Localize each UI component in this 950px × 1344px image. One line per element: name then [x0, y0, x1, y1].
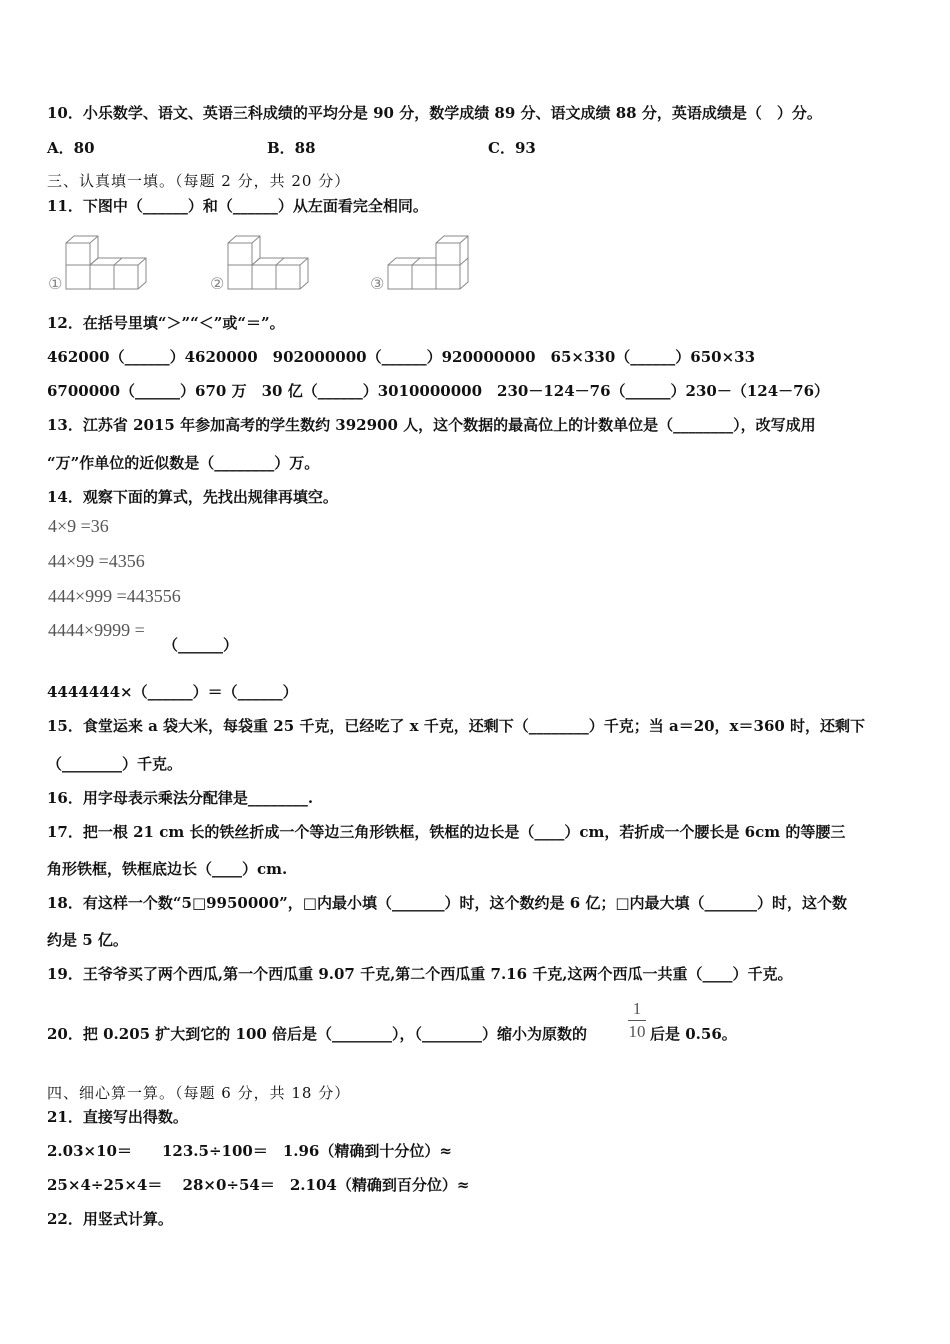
q15-line1: 15．食堂运来 a 袋大米，每袋重 25 千克，已经吃了 x 千克，还剩下（________）千克；当 a＝20，x＝360 时，还剩下	[47, 717, 866, 735]
figure-1-label: ①	[48, 274, 63, 293]
q20-fraction	[626, 998, 648, 1043]
q13-line2: “万”作单位的近似数是（________）万。	[47, 454, 320, 472]
q19-text: 19．王爷爷买了两个西瓜,第一个西瓜重 9.07 千克,第二个西瓜重 7.16 千克,这两个西瓜一共重（____）千克。	[47, 965, 793, 983]
q12-row2: 6700000（______）670 万 30 亿（______）3010000000 230－124－76（______）230－（124－76）	[47, 382, 830, 400]
fraction-numerator: 1	[632, 999, 642, 1018]
q17-line2: 角形铁框，铁框底边长（____）cm.	[47, 860, 288, 878]
fraction-denominator: 10	[628, 1022, 646, 1041]
q14-eq2: 44×99 =4356	[48, 551, 145, 571]
q14-eq1: 4×9 =36	[48, 516, 109, 536]
q18-line2: 约是 5 亿。	[47, 931, 128, 949]
q14-answer-blank: （______）	[163, 636, 239, 654]
q14-eq3: 444×999 =443556	[48, 586, 181, 606]
q10-option-b: B．88	[267, 139, 316, 157]
figure-3-label: ③	[370, 274, 385, 293]
q22-title: 22．用竖式计算。	[47, 1210, 173, 1228]
q20-after: 后是 0.56。	[650, 1025, 737, 1043]
q21-row2: 25×4÷25×4＝ 28×0÷54＝ 2.104（精确到百分位）≈	[47, 1176, 470, 1194]
q10-option-c: C．93	[488, 139, 536, 157]
q10-option-a: A．80	[47, 139, 95, 157]
q14-last: 4444444×（______）＝（______）	[47, 683, 298, 701]
q13-line1: 13．江苏省 2015 年参加高考的学生数约 392900 人，这个数据的最高位上的计数单位是（________），改写成用	[47, 416, 816, 434]
q10-text: 10．小乐数学、语文、英语三科成绩的平均分是 90 分，数学成绩 89 分、语文成绩 88 分，英语成绩是（ ）分。	[47, 104, 822, 122]
q17-line1: 17．把一根 21 cm 长的铁丝折成一个等边三角形铁框，铁框的边长是（____）cm，若折成一个腰长是 6cm 的等腰三	[47, 823, 846, 841]
q14-eq4: 4444×9999 =	[48, 620, 145, 640]
q21-title: 21．直接写出得数。	[47, 1108, 188, 1126]
q15-line2: （________）千克。	[47, 755, 183, 773]
q11-text: 11．下图中（______）和（______）从左面看完全相同。	[47, 197, 428, 215]
section3-heading: 三、认真填一填。（每题 2 分，共 20 分）	[47, 172, 351, 190]
cube-figure-1	[46, 225, 158, 295]
q18-line1: 18．有这样一个数“5□9950000”，□内最小填（_______）时，这个数约是 6 亿；□内最大填（_______）时，这个数	[47, 894, 848, 912]
cube-figure-2	[208, 225, 320, 295]
q14-title: 14．观察下面的算式，先找出规律再填空。	[47, 488, 338, 506]
figure-2-label: ②	[210, 274, 225, 293]
q16-text: 16．用字母表示乘法分配律是________.	[47, 789, 314, 807]
q21-row1: 2.03×10＝ 123.5÷100＝ 1.96（精确到十分位）≈	[47, 1142, 452, 1160]
q12-row1: 462000（______）4620000 902000000（______）920000000 65×330（______）650×33	[47, 348, 756, 366]
section4-heading: 四、细心算一算。（每题 6 分，共 18 分）	[47, 1084, 351, 1102]
cube-figure-3	[368, 225, 480, 295]
q12-title: 12．在括号里填“＞”“＜”或“＝”。	[47, 314, 285, 332]
q20-text: 20．把 0.205 扩大到它的 100 倍后是（________），（________）缩小为原数的	[47, 1025, 588, 1043]
